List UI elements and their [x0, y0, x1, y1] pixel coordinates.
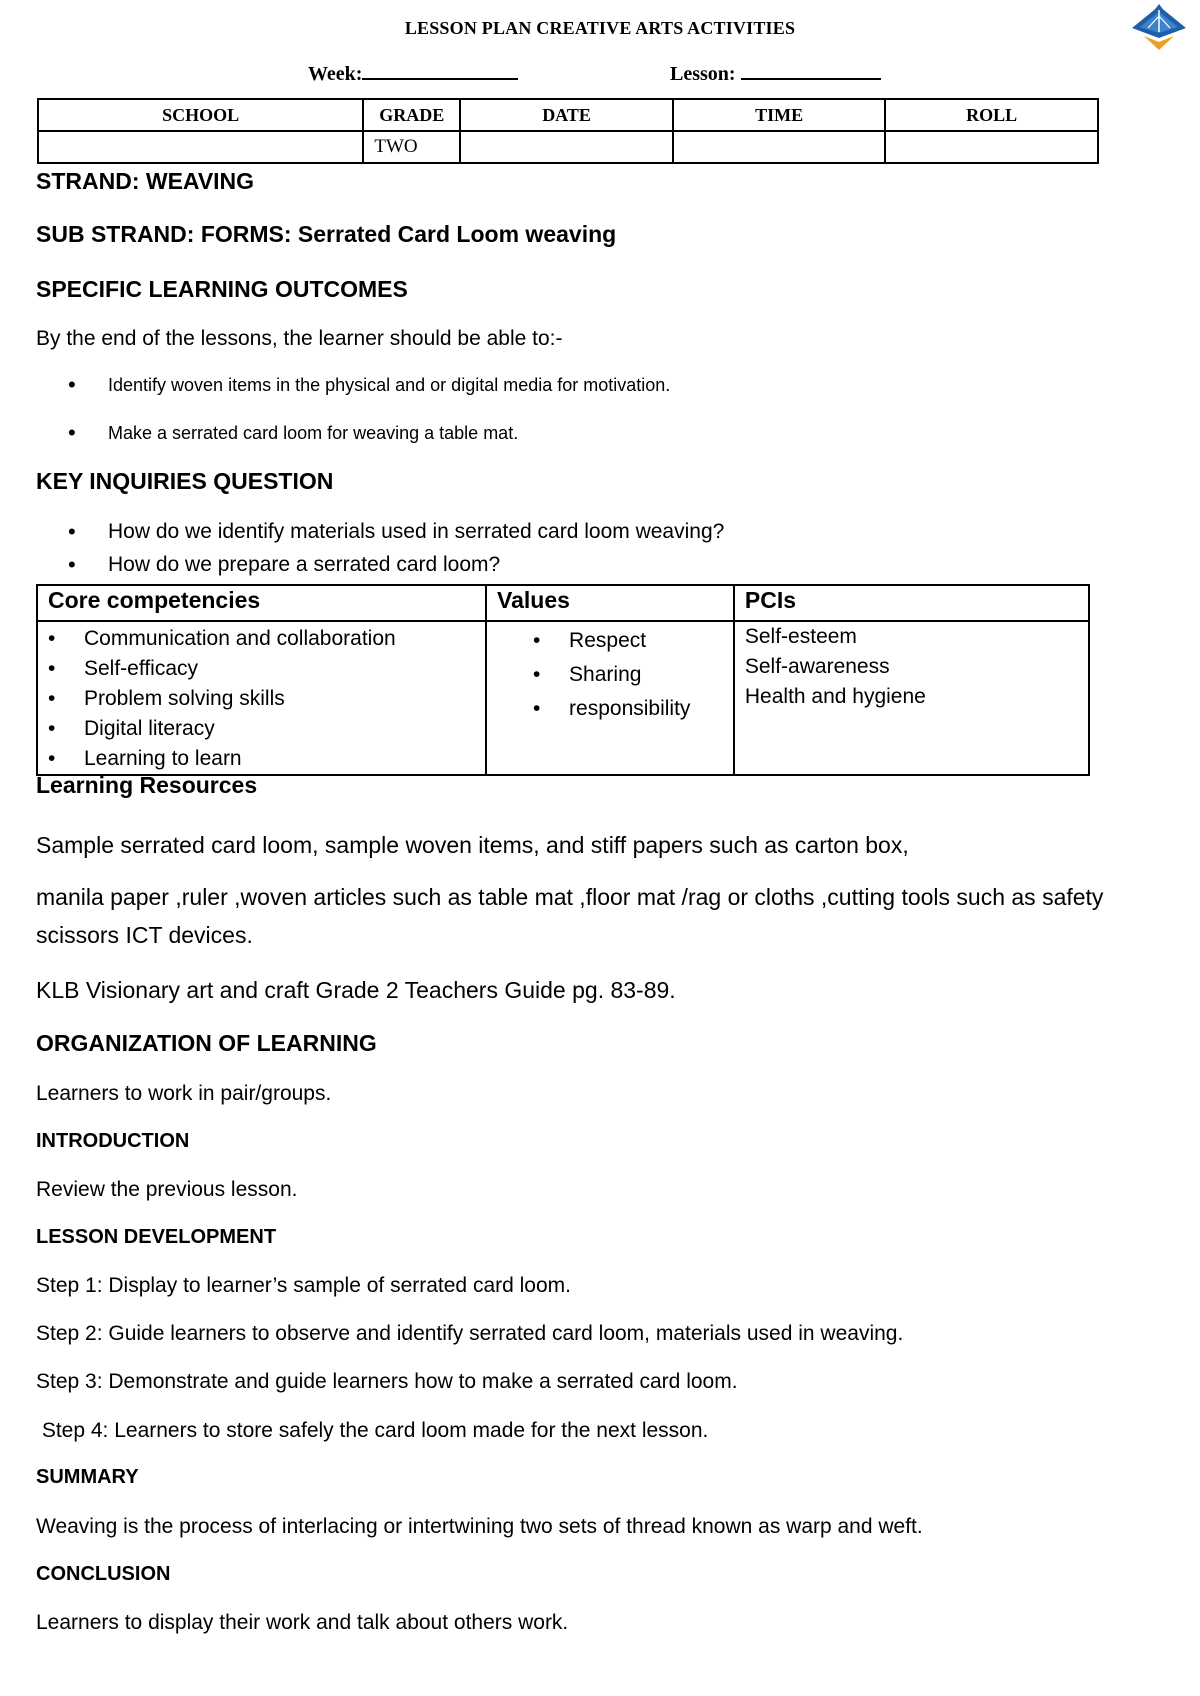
list-item: • Respect: [569, 624, 733, 658]
info-table: [37, 98, 1099, 164]
list-item: • Self-efficacy: [84, 654, 485, 684]
step-item: Step 3: Demonstrate and guide learners how to make a serrated card loom.: [36, 1370, 738, 1393]
resources-reference: KLB Visionary art and craft Grade 2 Teachers Guide pg. 83-89.: [36, 977, 676, 1003]
resources-heading: Learning Resources: [36, 772, 258, 798]
bullet-icon: •: [533, 697, 541, 720]
pci-item: Self-esteem: [744, 625, 857, 648]
info-value-row: [38, 131, 1098, 163]
grade-cell[interactable]: TWO: [363, 131, 460, 163]
step-item: Step 2: Guide learners to observe and identify serrated card loom, materials used in weaving.: [36, 1322, 904, 1345]
lesson-label: Lesson:: [670, 63, 736, 85]
info-header-row: [38, 99, 1098, 131]
roll-cell[interactable]: [885, 131, 1098, 163]
bullet-icon: •: [68, 519, 76, 544]
bullet-icon: •: [48, 627, 56, 650]
conclusion-heading: CONCLUSION: [36, 1563, 171, 1585]
list-item: • Sharing: [569, 658, 733, 692]
sub-strand-heading: SUB STRAND: FORMS: Serrated Card Loom weaving: [36, 221, 617, 247]
bullet-icon: •: [533, 629, 541, 652]
outcome-item: Make a serrated card loom for weaving a table mat.: [108, 423, 519, 443]
outcomes-intro: By the end of the lessons, the learner should be able to:-: [36, 327, 563, 350]
conclusion-text: Learners to display their work and talk about others work.: [36, 1611, 569, 1634]
time-cell[interactable]: [673, 131, 886, 163]
bullet-icon: •: [48, 657, 56, 680]
week-field[interactable]: [308, 58, 518, 86]
outcomes-heading: SPECIFIC LEARNING OUTCOMES: [36, 276, 408, 302]
summary-text: Weaving is the process of interlacing or intertwining two sets of thread known as warp and weft.: [36, 1515, 923, 1538]
outcome-item: Identify woven items in the physical and or digital media for motivation.: [108, 375, 671, 395]
list-item: • responsibility: [569, 692, 733, 726]
values-header: Values: [486, 585, 734, 621]
organization-text: Learners to work in pair/groups.: [36, 1082, 332, 1105]
introduction-heading: INTRODUCTION: [36, 1130, 190, 1152]
time-header: TIME: [673, 99, 886, 131]
bullet-icon: •: [533, 663, 541, 686]
values-cell: [486, 621, 734, 775]
strand-heading: STRAND: WEAVING: [36, 168, 255, 194]
competency-body-row: [37, 621, 1089, 775]
week-label: Week:: [308, 63, 363, 85]
summary-heading: SUMMARY: [36, 1466, 139, 1488]
bullet-icon: •: [68, 372, 76, 397]
step-item: Step 4: Learners to store safely the card loom made for the next lesson.: [36, 1419, 709, 1442]
date-cell[interactable]: [460, 131, 673, 163]
introduction-text: Review the previous lesson.: [36, 1178, 298, 1201]
organization-heading: ORGANIZATION OF LEARNING: [36, 1030, 377, 1056]
bullet-icon: •: [48, 717, 56, 740]
date-header: DATE: [460, 99, 673, 131]
pci-item: Health and hygiene: [744, 685, 926, 708]
list-item: • Digital literacy: [84, 714, 485, 744]
bullet-icon: •: [48, 747, 56, 770]
development-heading: LESSON DEVELOPMENT: [36, 1226, 277, 1248]
week-blank[interactable]: [362, 58, 518, 80]
core-competencies-header: Core competencies: [37, 585, 486, 621]
pcis-header: PCIs: [734, 585, 1089, 621]
inquiries-heading: KEY INQUIRIES QUESTION: [36, 468, 334, 494]
pcis-cell: [734, 621, 1089, 775]
competency-header-row: [37, 585, 1089, 621]
competency-table: [36, 584, 1090, 776]
grade-header: GRADE: [363, 99, 460, 131]
school-cell[interactable]: [38, 131, 363, 163]
list-item: • Problem solving skills: [84, 684, 485, 714]
resources-line: manila paper ,ruler ,woven articles such as table mat ,floor mat /rag or cloths ,cutting tools such as safety scissors ICT devices.: [36, 884, 1104, 948]
roll-header: ROLL: [885, 99, 1098, 131]
lesson-blank[interactable]: [741, 58, 881, 80]
step-item: Step 1: Display to learner’s sample of serrated card loom.: [36, 1274, 571, 1297]
list-item: • Communication and collaboration: [84, 624, 485, 654]
document-title: LESSON PLAN CREATIVE ARTS ACTIVITIES: [404, 18, 796, 38]
pci-item: Self-awareness: [744, 655, 890, 678]
lesson-field[interactable]: [670, 58, 881, 86]
inquiry-item: How do we prepare a serrated card loom?: [108, 553, 501, 576]
bullet-icon: •: [68, 552, 76, 577]
resources-line: Sample serrated card loom, sample woven items, and stiff papers such as carton box,: [36, 832, 909, 858]
core-competencies-cell: [37, 621, 486, 775]
list-item: • Learning to learn: [84, 744, 485, 774]
school-header: SCHOOL: [38, 99, 363, 131]
inquiry-item: How do we identify materials used in serrated card loom weaving?: [108, 520, 725, 543]
bullet-icon: •: [48, 687, 56, 710]
bullet-icon: •: [68, 420, 76, 445]
